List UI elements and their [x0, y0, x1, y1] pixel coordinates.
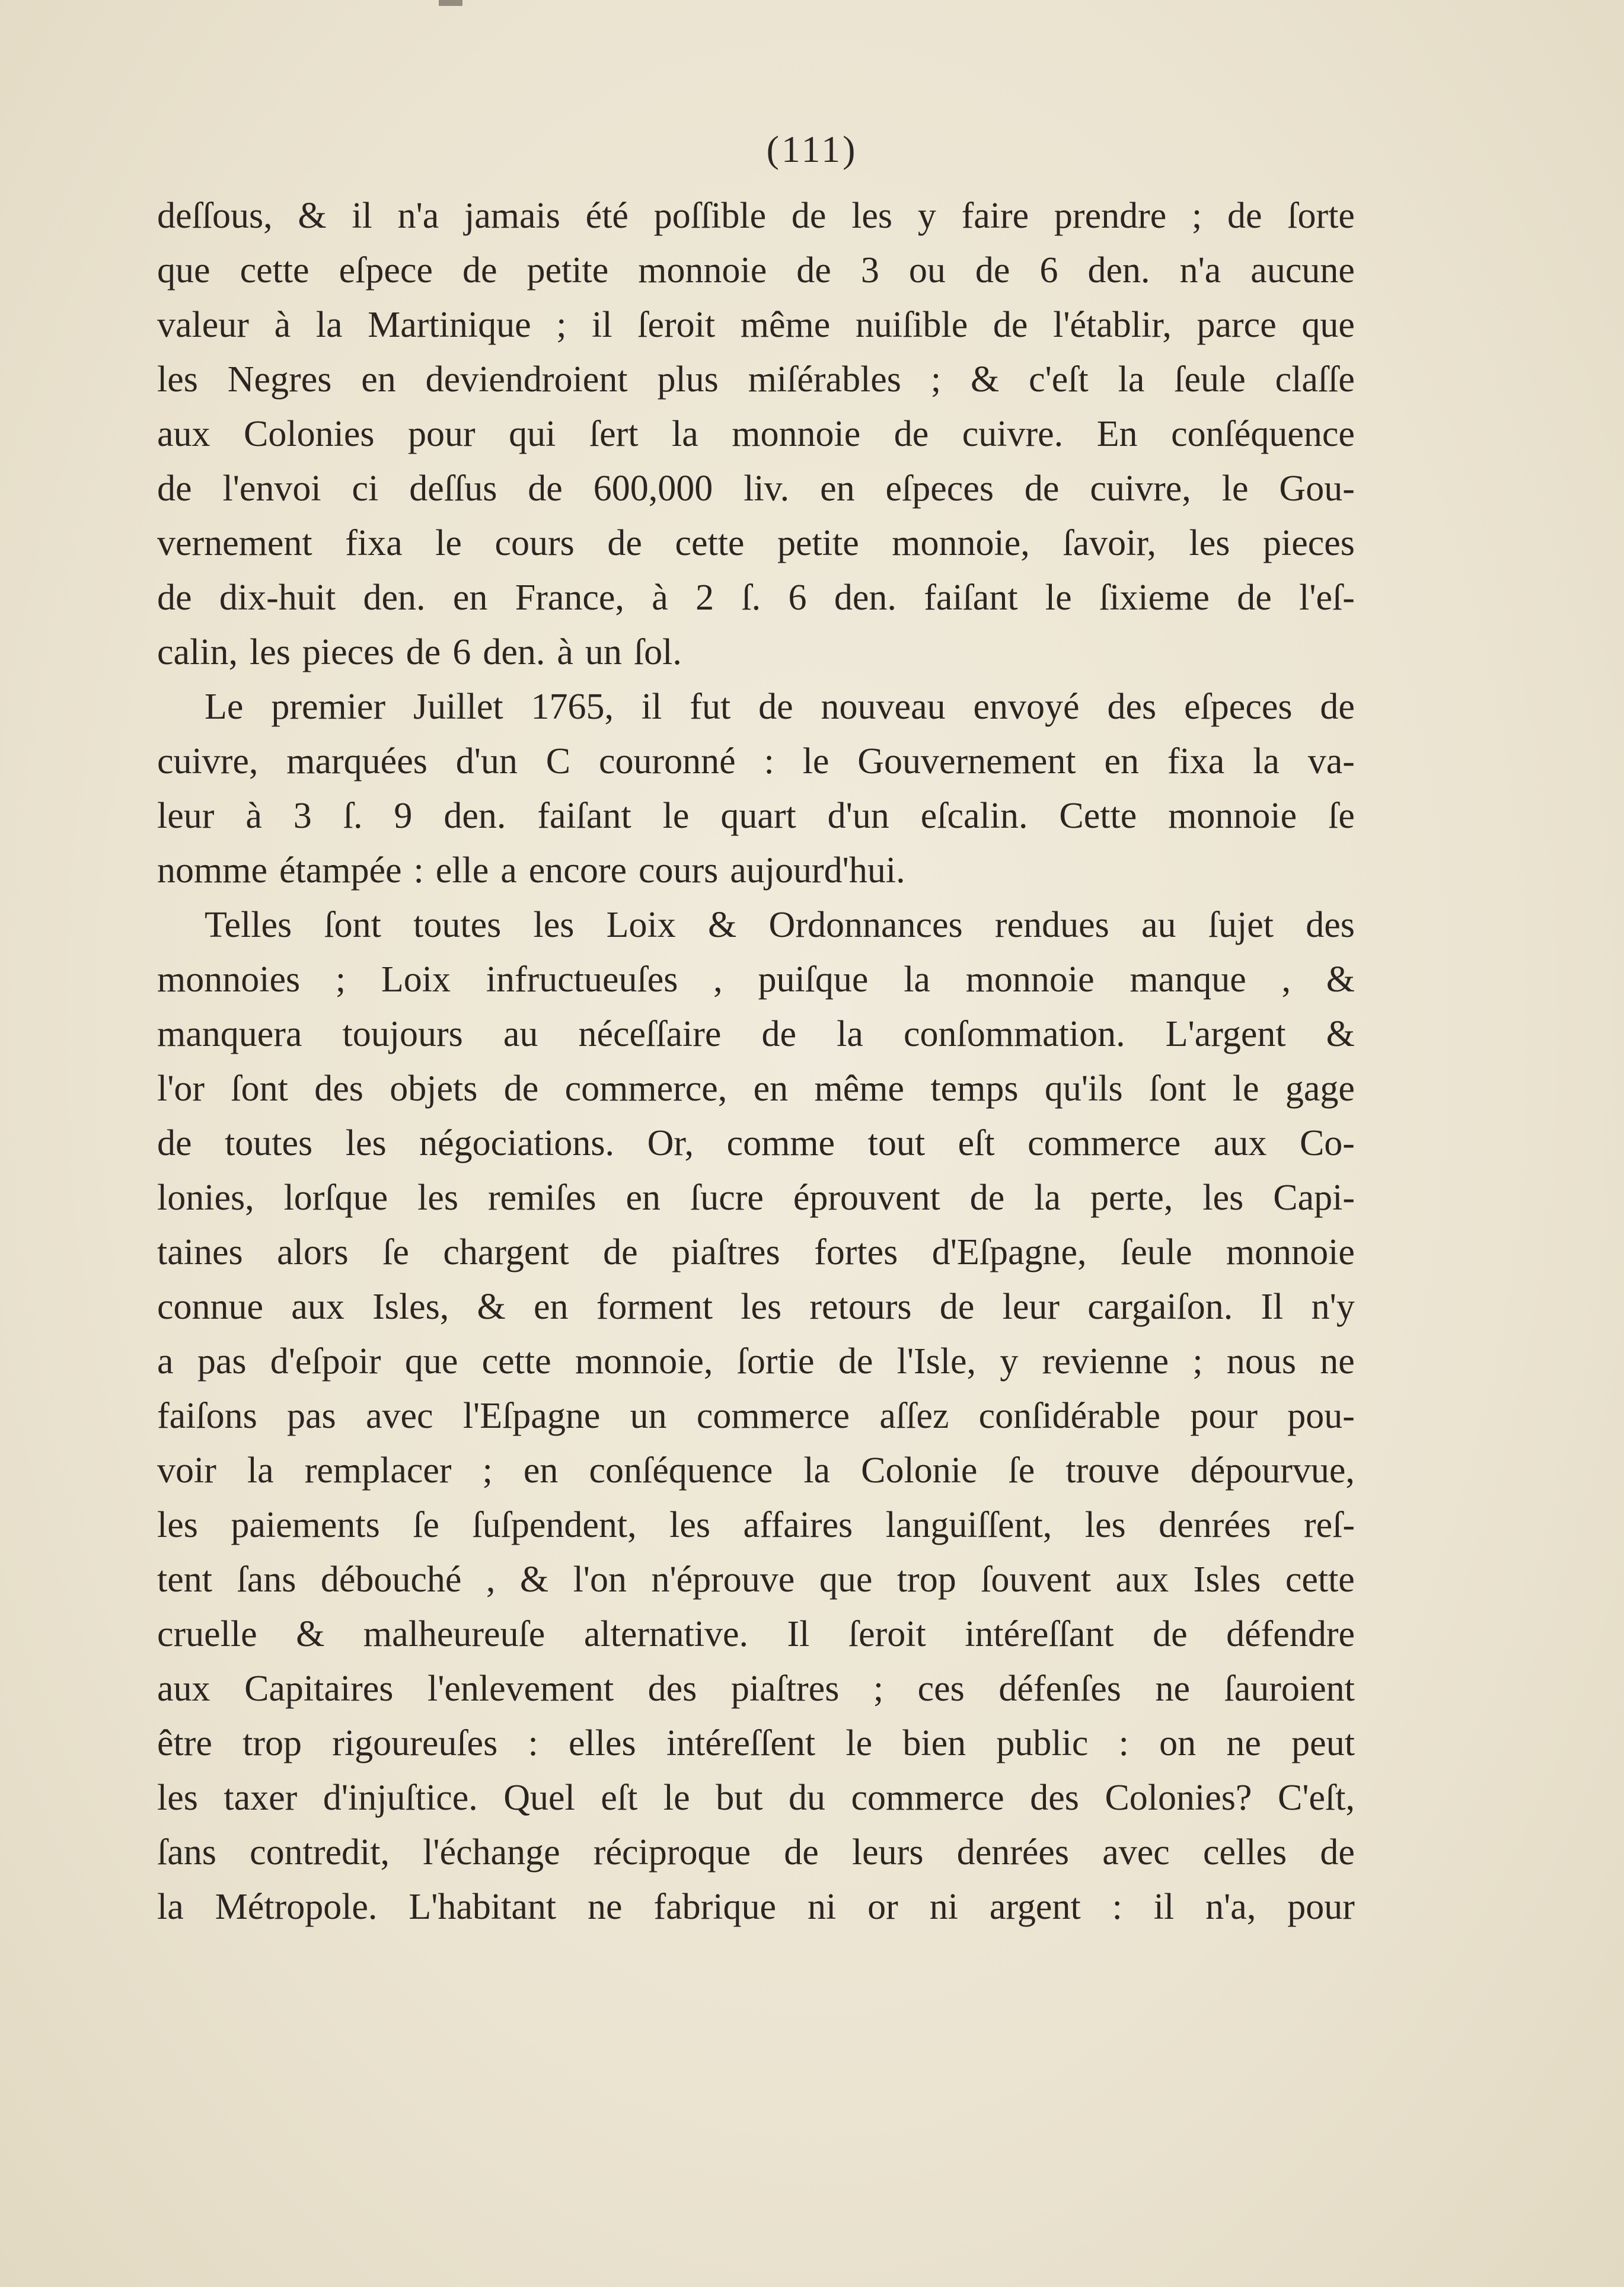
text-line: cuivre, marquées d'un C couronné : le Gouvernement en fixa la va-	[157, 741, 1355, 782]
top-edge-mark	[439, 0, 462, 6]
text-line: les Negres en deviendroient plus miſérables ; & c'eſt la ſeule claſſe	[157, 359, 1355, 400]
text-line: que cette eſpece de petite monnoie de 3 ou de 6 den. n'a aucune	[157, 250, 1355, 291]
text-line: tent ſans débouché , & l'on n'éprouve que trop ſouvent aux Isles cette	[157, 1559, 1355, 1600]
text-line: vernement fixa le cours de cette petite monnoie, ſavoir, les pieces	[157, 523, 1355, 563]
text-line: ſans contredit, l'échange réciproque de leurs denrées avec celles de	[157, 1832, 1355, 1873]
text-line: Telles ſont toutes les Loix & Ordonnances rendues au ſujet des	[205, 905, 1355, 945]
text-line: faiſons pas avec l'Eſpagne un commerce aſſez conſidérable pour pou-	[157, 1396, 1355, 1436]
text-line: les paiements ſe ſuſpendent, les affaires languiſſent, les denrées reſ-	[157, 1505, 1355, 1545]
text-line: valeur à la Martinique ; il ſeroit même nuiſible de l'établir, parce que	[157, 305, 1355, 345]
page-number: (111)	[766, 128, 858, 170]
body-text	[157, 189, 1355, 1934]
text-line: Le premier Juillet 1765, il fut de nouveau envoyé des eſpeces de	[205, 687, 1355, 727]
text-line: cruelle & malheureuſe alternative. Il ſeroit intéreſſant de défendre	[157, 1614, 1355, 1654]
text-line: de l'envoi ci deſſus de 600,000 liv. en eſpeces de cuivre, le Gou-	[157, 468, 1355, 509]
text-line: a pas d'eſpoir que cette monnoie, ſortie de l'Isle, y revienne ; nous ne	[157, 1341, 1355, 1382]
text-line: taines alors ſe chargent de piaſtres fortes d'Eſpagne, ſeule monnoie	[157, 1232, 1355, 1272]
text-line: voir la remplacer ; en conſéquence la Colonie ſe trouve dépourvue,	[157, 1450, 1355, 1491]
text-line: nomme étampée : elle a encore cours aujourd'hui.	[157, 850, 905, 891]
text-line: leur à 3 ſ. 9 den. faiſant le quart d'un eſcalin. Cette monnoie ſe	[157, 796, 1355, 836]
text-line: lonies, lorſque les remiſes en ſucre éprouvent de la perte, les Capi-	[157, 1178, 1355, 1218]
text-line: la Métropole. L'habitant ne fabrique ni or ni argent : il n'a, pour	[157, 1887, 1355, 1927]
text-line: de dix-huit den. en France, à 2 ſ. 6 den. faiſant le ſixieme de l'eſ-	[157, 578, 1355, 618]
text-line: monnoies ; Loix infructueuſes , puiſque la monnoie manque , &	[157, 959, 1355, 1000]
text-line: l'or ſont des objets de commerce, en même temps qu'ils ſont le gage	[157, 1068, 1355, 1109]
text-line: manquera toujours au néceſſaire de la conſommation. L'argent &	[157, 1014, 1355, 1054]
text-line: aux Colonies pour qui ſert la monnoie de cuivre. En conſéquence	[157, 414, 1355, 454]
text-line: deſſous, & il n'a jamais été poſſible de les y faire prendre ; de ſorte	[157, 196, 1355, 236]
text-line: de toutes les négociations. Or, comme tout eſt commerce aux Co-	[157, 1123, 1355, 1163]
text-line: connue aux Isles, & en forment les retours de leur cargaiſon. Il n'y	[157, 1287, 1355, 1327]
text-line: les taxer d'injuſtice. Quel eſt le but du commerce des Colonies? C'eſt,	[157, 1778, 1355, 1818]
text-line: calin, les pieces de 6 den. à un ſol.	[157, 632, 682, 672]
text-line: aux Capitaires l'enlevement des piaſtres ; ces défenſes ne ſauroient	[157, 1669, 1355, 1709]
text-line: être trop rigoureuſes : elles intéreſſent le bien public : on ne peut	[157, 1723, 1355, 1763]
